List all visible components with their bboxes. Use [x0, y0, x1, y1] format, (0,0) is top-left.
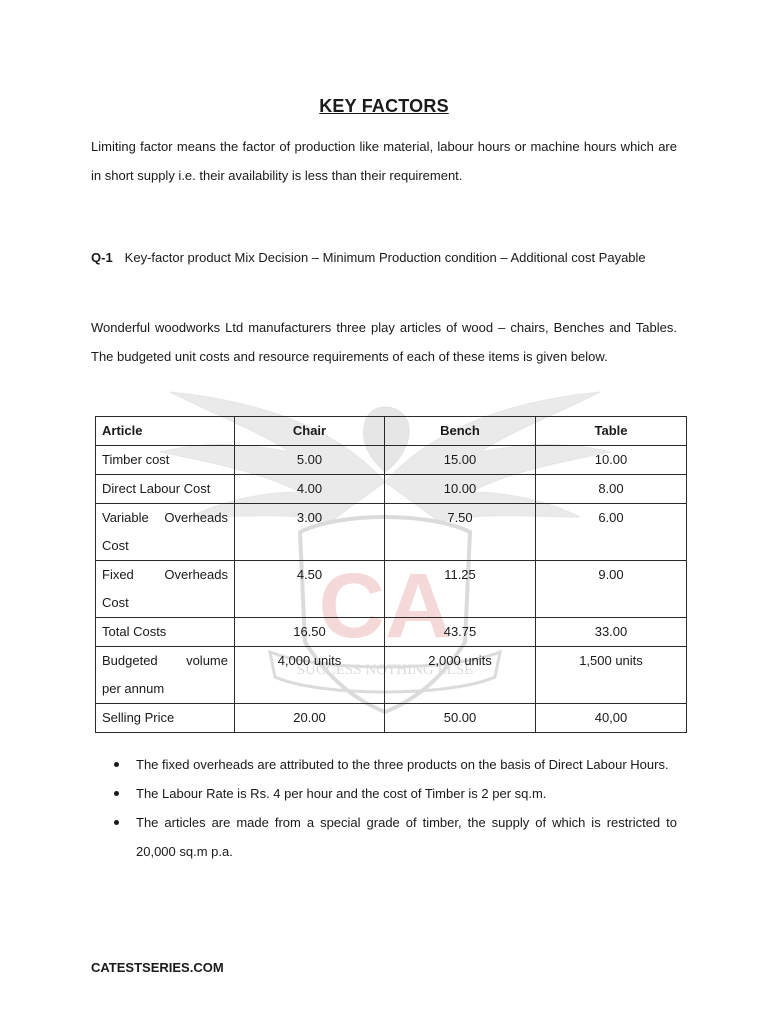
table-row [96, 475, 687, 504]
cell-table: 8.00 [536, 475, 687, 504]
cell-bench: 7.50 [385, 504, 536, 561]
bullet-icon [114, 820, 119, 825]
table-row [96, 704, 687, 733]
row-label [96, 561, 235, 618]
cell-table: 33.00 [536, 618, 687, 647]
bullet-icon [114, 791, 119, 796]
header-bench: Bench [385, 417, 536, 446]
list-item-text: The articles are made from a special grade of timber, the supply of which is restricted to 20,000 sq.m p.a. [136, 815, 677, 859]
table-row [96, 647, 687, 704]
cell-chair: 20.00 [235, 704, 385, 733]
row-label [96, 647, 235, 704]
row-label: Selling Price [96, 704, 235, 733]
intro-paragraph: Limiting factor means the factor of production like material, labour hours or machine hours which are in short supply i.e. their availability is less than their requirement. [91, 139, 677, 183]
table-row [96, 504, 687, 561]
cell-table: 6.00 [536, 504, 687, 561]
cell-bench: 15.00 [385, 446, 536, 475]
cell-bench: 10.00 [385, 475, 536, 504]
cell-chair: 4.50 [235, 561, 385, 618]
row-label-part: Cost [102, 595, 129, 610]
watermark-letters: CA [318, 555, 452, 657]
list-item [92, 779, 677, 808]
row-label-part: Overheads [164, 510, 228, 525]
row-label-part: volume [186, 653, 228, 668]
cell-chair: 5.00 [235, 446, 385, 475]
cell-chair: 16.50 [235, 618, 385, 647]
header-table: Table [536, 417, 687, 446]
cell-chair: 4.00 [235, 475, 385, 504]
row-label-part: per annum [102, 681, 165, 696]
cell-table: 1,500 units [536, 647, 687, 704]
footer-website: CATESTSERIES.COM [91, 960, 224, 975]
question-heading [91, 243, 677, 272]
header-chair: Chair [235, 417, 385, 446]
row-label: Timber cost [96, 446, 235, 475]
header-article: Article [96, 417, 235, 446]
question-number: Q-1 [91, 250, 113, 265]
cell-table: 40,00 [536, 704, 687, 733]
cell-table: 10.00 [536, 446, 687, 475]
row-label [96, 504, 235, 561]
row-label: Direct Labour Cost [96, 475, 235, 504]
list-item-text: The fixed overheads are attributed to the three products on the basis of Direct Labour Hours. [136, 757, 669, 772]
table-header-row [96, 417, 687, 446]
row-label-part: Variable [102, 510, 149, 525]
cell-bench: 11.25 [385, 561, 536, 618]
cost-table [95, 416, 687, 733]
list-item [92, 750, 677, 779]
cell-table: 9.00 [536, 561, 687, 618]
cell-bench: 2,000 units [385, 647, 536, 704]
row-label-part: Cost [102, 538, 129, 553]
page-title: KEY FACTORS [319, 96, 449, 116]
list-item-text: The Labour Rate is Rs. 4 per hour and the cost of Timber is 2 per sq.m. [136, 786, 547, 801]
cell-chair: 3.00 [235, 504, 385, 561]
table-row [96, 446, 687, 475]
watermark-motto: SUCCESS NOTHING ELSE [296, 662, 474, 678]
row-label-part: Budgeted [102, 653, 158, 668]
description-paragraph: Wonderful woodworks Ltd manufacturers three play articles of wood – chairs, Benches and Tables. The budgeted unit costs and resource requirements of each of these items is given below. [91, 320, 677, 364]
notes-list [92, 750, 677, 866]
cell-bench: 43.75 [385, 618, 536, 647]
table-row [96, 561, 687, 618]
row-label-part: Overheads [164, 567, 228, 582]
question-text: Key-factor product Mix Decision – Minimum Production condition – Additional cost Payable [124, 250, 646, 265]
cell-chair: 4,000 units [235, 647, 385, 704]
row-label: Total Costs [96, 618, 235, 647]
row-label-part: Fixed [102, 567, 134, 582]
table-row [96, 618, 687, 647]
bullet-icon [114, 762, 119, 767]
cell-bench: 50.00 [385, 704, 536, 733]
list-item [92, 808, 677, 866]
